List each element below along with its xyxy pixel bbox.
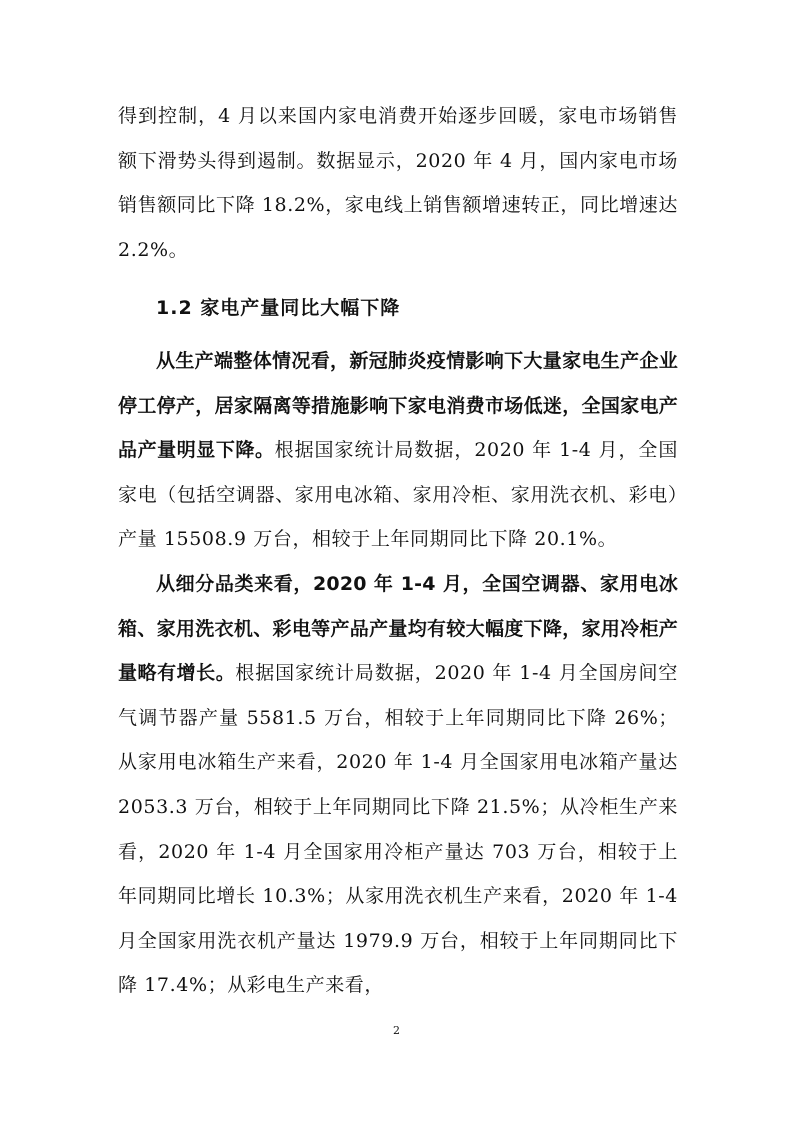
paragraph-emphasis: 从生产端整体情况看，新冠肺炎疫情影响下大量家电生产企业停工停产，居家隔离等措施影响下家电消费市场低迷，全国家电产品产量明显下降。 — [118, 349, 678, 462]
paragraph-production-overview — [118, 339, 678, 562]
paragraph-body: 根据国家统计局数据，2020 年 1-4 月全国房间空气调节器产量 5581.5 万台，相较于上年同期同比下降 26%；从家用电冰箱生产来看，2020 年 1-4 月全国家用电冰箱产量达 2053.3 万台，相较于上年同期同比下降 21.5%；从冷柜生产来看，2020 年 1-4 月全国家用冷柜产量达 703 万台，相较于上年同期同比增长 10.3%；从家用洗衣机生产来看，2020 年 1-4 月全国家用洗衣机产量达 1979.9 万台，相较于上年同期同比下降 17.4%；从彩电生产来看， — [118, 662, 678, 997]
section-heading: 1.2 家电产量同比大幅下降 — [156, 297, 401, 320]
paragraph-body: 根据国家统计局数据，2020 年 1-4 月，全国家电（包括空调器、家用电冰箱、家用冷柜、家用洗衣机、彩电）产量 15508.9 万台，相较于上年同期同比下降 20.1%。 — [118, 439, 678, 551]
paragraph-continued: 得到控制，4 月以来国内家电消费开始逐步回暖，家电市场销售额下滑势头得到遏制。数据显示，2020 年 4 月，国内家电市场销售额同比下降 18.2%，家电线上销售额增速转正，同比增速达 2.2%。 — [118, 105, 678, 261]
paragraph-category-breakdown — [118, 562, 678, 1008]
page-number: 2 — [393, 1024, 400, 1037]
document-page — [118, 94, 678, 1008]
paragraph-emphasis: 从细分品类来看，2020 年 1-4 月，全国空调器、家用电冰箱、家用洗衣机、彩电等产品产量均有较大幅度下降，家用冷柜产量略有增长。 — [118, 572, 678, 685]
